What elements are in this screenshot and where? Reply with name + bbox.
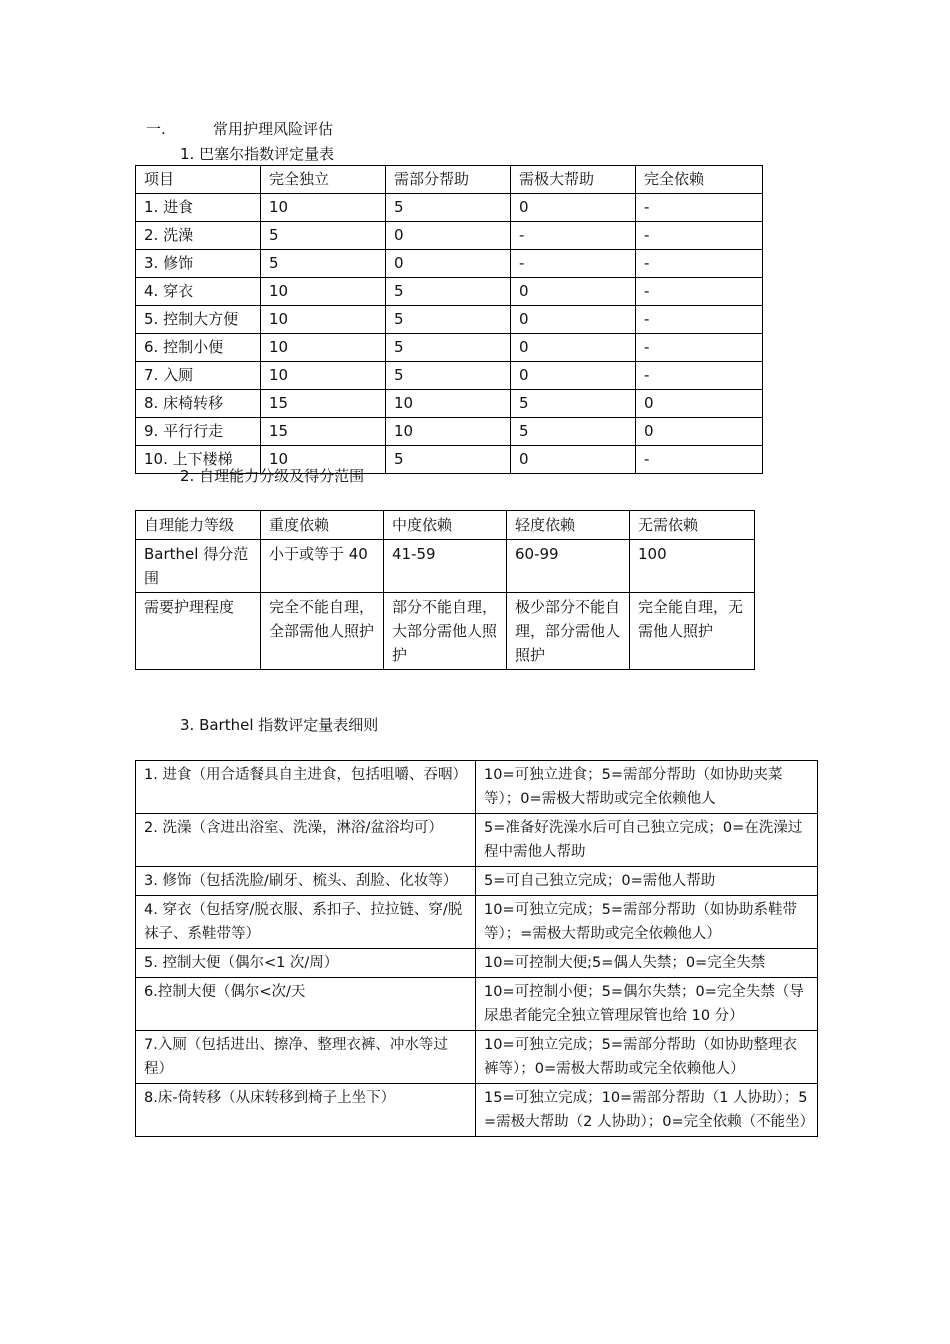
section3-title: 3. Barthel 指数评定量表细则 xyxy=(180,716,379,734)
cell: 5 xyxy=(386,362,511,390)
cell: 10 xyxy=(261,278,386,306)
cell: 0 xyxy=(511,362,636,390)
cell: - xyxy=(636,194,763,222)
cell: 5 xyxy=(386,306,511,334)
cell: 9. 平行行走 xyxy=(136,418,261,446)
item-cell: 1. 进食（用合适餐具自主进食，包括咀嚼、吞咽） xyxy=(136,761,476,814)
cell: 5 xyxy=(261,222,386,250)
cell: 10 xyxy=(386,418,511,446)
cell: 完全不能自理，全部需他人照护 xyxy=(261,593,384,670)
header-cell: 中度依赖 xyxy=(384,511,507,540)
cell: 5 xyxy=(511,390,636,418)
cell: 7. 入厕 xyxy=(136,362,261,390)
page-title: 常用护理风险评估 xyxy=(213,120,334,138)
header-cell: 自理能力等级 xyxy=(136,511,261,540)
cell: 5. 控制大方便 xyxy=(136,306,261,334)
header-cell: 完全独立 xyxy=(261,166,386,194)
table-row xyxy=(136,896,818,949)
table-row xyxy=(136,593,755,670)
item-cell: 2. 洗澡（含进出浴室、洗澡，淋浴/盆浴均可） xyxy=(136,814,476,867)
cell: 0 xyxy=(511,446,636,474)
item-cell: 5. 控制大便（偶尔<1 次/周） xyxy=(136,949,476,978)
cell: 15 xyxy=(261,390,386,418)
cell: 10 xyxy=(261,306,386,334)
header-cell: 无需依赖 xyxy=(630,511,755,540)
cell: 10 xyxy=(261,446,386,474)
header-cell: 完全依赖 xyxy=(636,166,763,194)
item-cell: 7.入厕（包括进出、擦净、整理衣裤、冲水等过程） xyxy=(136,1031,476,1084)
cell: - xyxy=(636,362,763,390)
table-row xyxy=(136,978,818,1031)
rule-cell: 5=可自己独立完成；0=需他人帮助 xyxy=(476,867,818,896)
table-row xyxy=(136,250,763,278)
header-cell: 需部分帮助 xyxy=(386,166,511,194)
table-header-row xyxy=(136,166,763,194)
cell: 10 xyxy=(386,390,511,418)
self-care-level-table xyxy=(135,510,755,670)
cell: - xyxy=(636,278,763,306)
table-row xyxy=(136,222,763,250)
section1-title: 1. 巴塞尔指数评定量表 xyxy=(180,145,335,163)
cell: 完全能自理，无需他人照护 xyxy=(630,593,755,670)
cell: 10 xyxy=(261,334,386,362)
cell: 部分不能自理，大部分需他人照护 xyxy=(384,593,507,670)
rule-cell: 5=准备好洗澡水后可自己独立完成；0=在洗澡过程中需他人帮助 xyxy=(476,814,818,867)
cell: 15 xyxy=(261,418,386,446)
barthel-rules-table xyxy=(135,760,818,1137)
table-row xyxy=(136,306,763,334)
cell: 10 xyxy=(261,362,386,390)
cell: 0 xyxy=(386,250,511,278)
item-cell: 3. 修饰（包括洗脸/刷牙、梳头、刮脸、化妆等） xyxy=(136,867,476,896)
cell: 60-99 xyxy=(507,540,630,593)
rule-cell: 10=可控制大便;5=偶人失禁；0=完全失禁 xyxy=(476,949,818,978)
item-cell: 6.控制大便（偶尔<次/天 xyxy=(136,978,476,1031)
cell: - xyxy=(636,306,763,334)
table-header-row xyxy=(136,511,755,540)
rule-cell: 10=可独立完成；5=需部分帮助（如协助系鞋带等）；=需极大帮助或完全依赖他人） xyxy=(476,896,818,949)
cell: 0 xyxy=(636,418,763,446)
cell: 5 xyxy=(511,418,636,446)
rule-cell: 10=可控制小便；5=偶尔失禁；0=完全失禁（导尿患者能完全独立管理尿管也给 10 分） xyxy=(476,978,818,1031)
cell: 0 xyxy=(386,222,511,250)
cell: - xyxy=(636,222,763,250)
rule-cell: 10=可独立完成；5=需部分帮助（如协助整理衣裤等）；0=需极大帮助或完全依赖他人） xyxy=(476,1031,818,1084)
cell: 0 xyxy=(511,278,636,306)
rule-cell: 10=可独立进食；5=需部分帮助（如协助夹菜等）；0=需极大帮助或完全依赖他人 xyxy=(476,761,818,814)
cell: 100 xyxy=(630,540,755,593)
table-row xyxy=(136,761,818,814)
cell: 0 xyxy=(511,194,636,222)
table-row xyxy=(136,278,763,306)
heading-number: 一. xyxy=(146,120,166,138)
cell: - xyxy=(636,446,763,474)
cell: 4. 穿衣 xyxy=(136,278,261,306)
cell: 需要护理程度 xyxy=(136,593,261,670)
cell: 0 xyxy=(636,390,763,418)
cell: 5 xyxy=(386,446,511,474)
cell: 6. 控制小便 xyxy=(136,334,261,362)
cell: 10. 上下楼梯 xyxy=(136,446,261,474)
table-row xyxy=(136,362,763,390)
table-row xyxy=(136,540,755,593)
rule-cell: 15=可独立完成；10=需部分帮助（1 人协助）；5=需极大帮助（2 人协助）；0=完全依赖（不能坐） xyxy=(476,1084,818,1137)
table-row xyxy=(136,390,763,418)
cell: 3. 修饰 xyxy=(136,250,261,278)
header-cell: 重度依赖 xyxy=(261,511,384,540)
header-cell: 项目 xyxy=(136,166,261,194)
cell: 小于或等于 40 xyxy=(261,540,384,593)
cell: 5 xyxy=(386,334,511,362)
cell: 8. 床椅转移 xyxy=(136,390,261,418)
cell: 5 xyxy=(386,278,511,306)
cell: 5 xyxy=(386,194,511,222)
table-row xyxy=(136,949,818,978)
header-cell: 需极大帮助 xyxy=(511,166,636,194)
table-row xyxy=(136,194,763,222)
cell: 0 xyxy=(511,306,636,334)
cell: - xyxy=(511,222,636,250)
table-row xyxy=(136,334,763,362)
table-row xyxy=(136,867,818,896)
barthel-score-table xyxy=(135,165,763,474)
cell: Barthel 得分范围 xyxy=(136,540,261,593)
table-row xyxy=(136,1084,818,1137)
cell: 10 xyxy=(261,194,386,222)
table-row xyxy=(136,418,763,446)
cell: 5 xyxy=(261,250,386,278)
cell: 2. 洗澡 xyxy=(136,222,261,250)
table-row xyxy=(136,814,818,867)
table-row xyxy=(136,1031,818,1084)
cell: 41-59 xyxy=(384,540,507,593)
cell: - xyxy=(511,250,636,278)
cell: 1. 进食 xyxy=(136,194,261,222)
section2-title: 2. 自理能力分级及得分范围 xyxy=(180,467,365,485)
cell: - xyxy=(636,334,763,362)
item-cell: 4. 穿衣（包括穿/脱衣服、系扣子、拉拉链、穿/脱袜子、系鞋带等） xyxy=(136,896,476,949)
item-cell: 8.床-倚转移（从床转移到椅子上坐下） xyxy=(136,1084,476,1137)
cell: 0 xyxy=(511,334,636,362)
header-cell: 轻度依赖 xyxy=(507,511,630,540)
cell: 极少部分不能自理，部分需他人照护 xyxy=(507,593,630,670)
cell: - xyxy=(636,250,763,278)
